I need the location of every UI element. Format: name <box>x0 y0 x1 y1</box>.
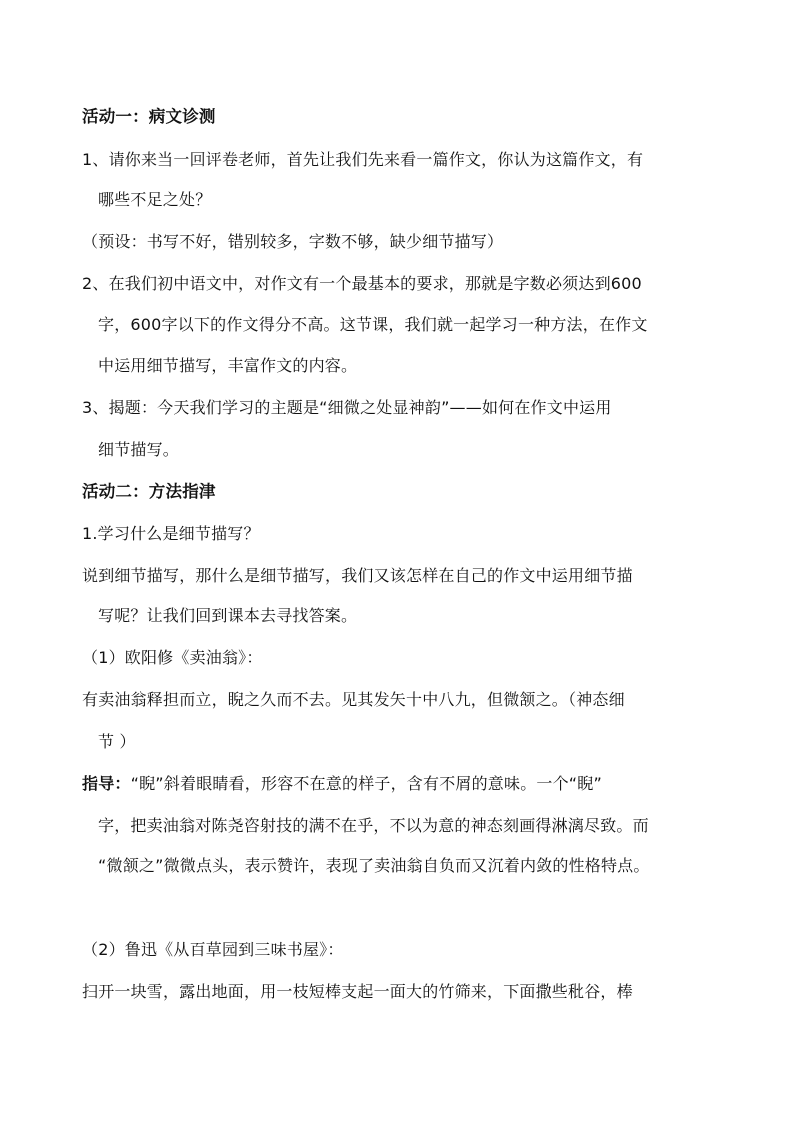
intro-line-1: 说到细节描写，那什么是细节描写，我们又该怎样在自己的作文中运用细节描 <box>82 566 633 585</box>
example-1-line-1: 有卖油翁释担而立，睨之久而不去。见其发矢十中八九，但微颔之。（神态细 <box>82 690 625 709</box>
activity2-heading: 活动二：方法指津 <box>82 482 216 501</box>
guide-label: 指导： <box>82 774 131 793</box>
paragraph-1-line-1: 1、请你来当一回评卷老师，首先让我们先来看一篇作文，你认为这篇作文，有 <box>82 150 644 169</box>
paragraph-1-line-2: 哪些不足之处？ <box>98 190 212 209</box>
example-1-title: （1）欧阳修《卖油翁》： <box>82 648 263 667</box>
example-1-line-2: 节 ） <box>98 732 136 751</box>
activity1-heading: 活动一：病文诊测 <box>82 107 216 126</box>
guide-line-3: “微颔之”微微点头，表示赞许，表现了卖油翁自负而又沉着内敛的性格特点。 <box>98 856 650 875</box>
example-2-line-1: 扫开一块雪，露出地面，用一枝短棒支起一面大的竹筛来，下面撒些秕谷，棒 <box>82 982 633 1001</box>
guide-text-1: “睨”斜着眼睛看，形容不在意的样子，含有不屑的意味。一个“睨” <box>130 774 602 793</box>
paragraph-4-line-2: 细节描写。 <box>98 440 180 459</box>
paragraph-3-line-2: 字，600字以下的作文得分不高。这节课，我们就一起学习一种方法，在作文 <box>98 315 648 334</box>
paragraph-3-line-3: 中运用细节描写，丰富作文的内容。 <box>98 356 358 375</box>
intro-line-2: 写呢？让我们回到课本去寻找答案。 <box>98 606 358 625</box>
paragraph-2: （预设：书写不好，错别较多，字数不够，缺少细节描写） <box>82 232 504 251</box>
subheading-1: 1.学习什么是细节描写？ <box>82 524 260 543</box>
paragraph-3-line-1: 2、在我们初中语文中，对作文有一个最基本的要求，那就是字数必须达到600 <box>82 274 642 293</box>
guide-line-1 <box>82 774 602 794</box>
example-2-title: （2）鲁迅《从百草园到三味书屋》： <box>82 940 344 959</box>
guide-line-2: 字，把卖油翁对陈尧咨射技的满不在乎，不以为意的神态刻画得淋漓尽致。而 <box>98 816 649 835</box>
paragraph-4-line-1: 3、揭题：今天我们学习的主题是“细微之处显神韵”——如何在作文中运用 <box>82 398 612 417</box>
